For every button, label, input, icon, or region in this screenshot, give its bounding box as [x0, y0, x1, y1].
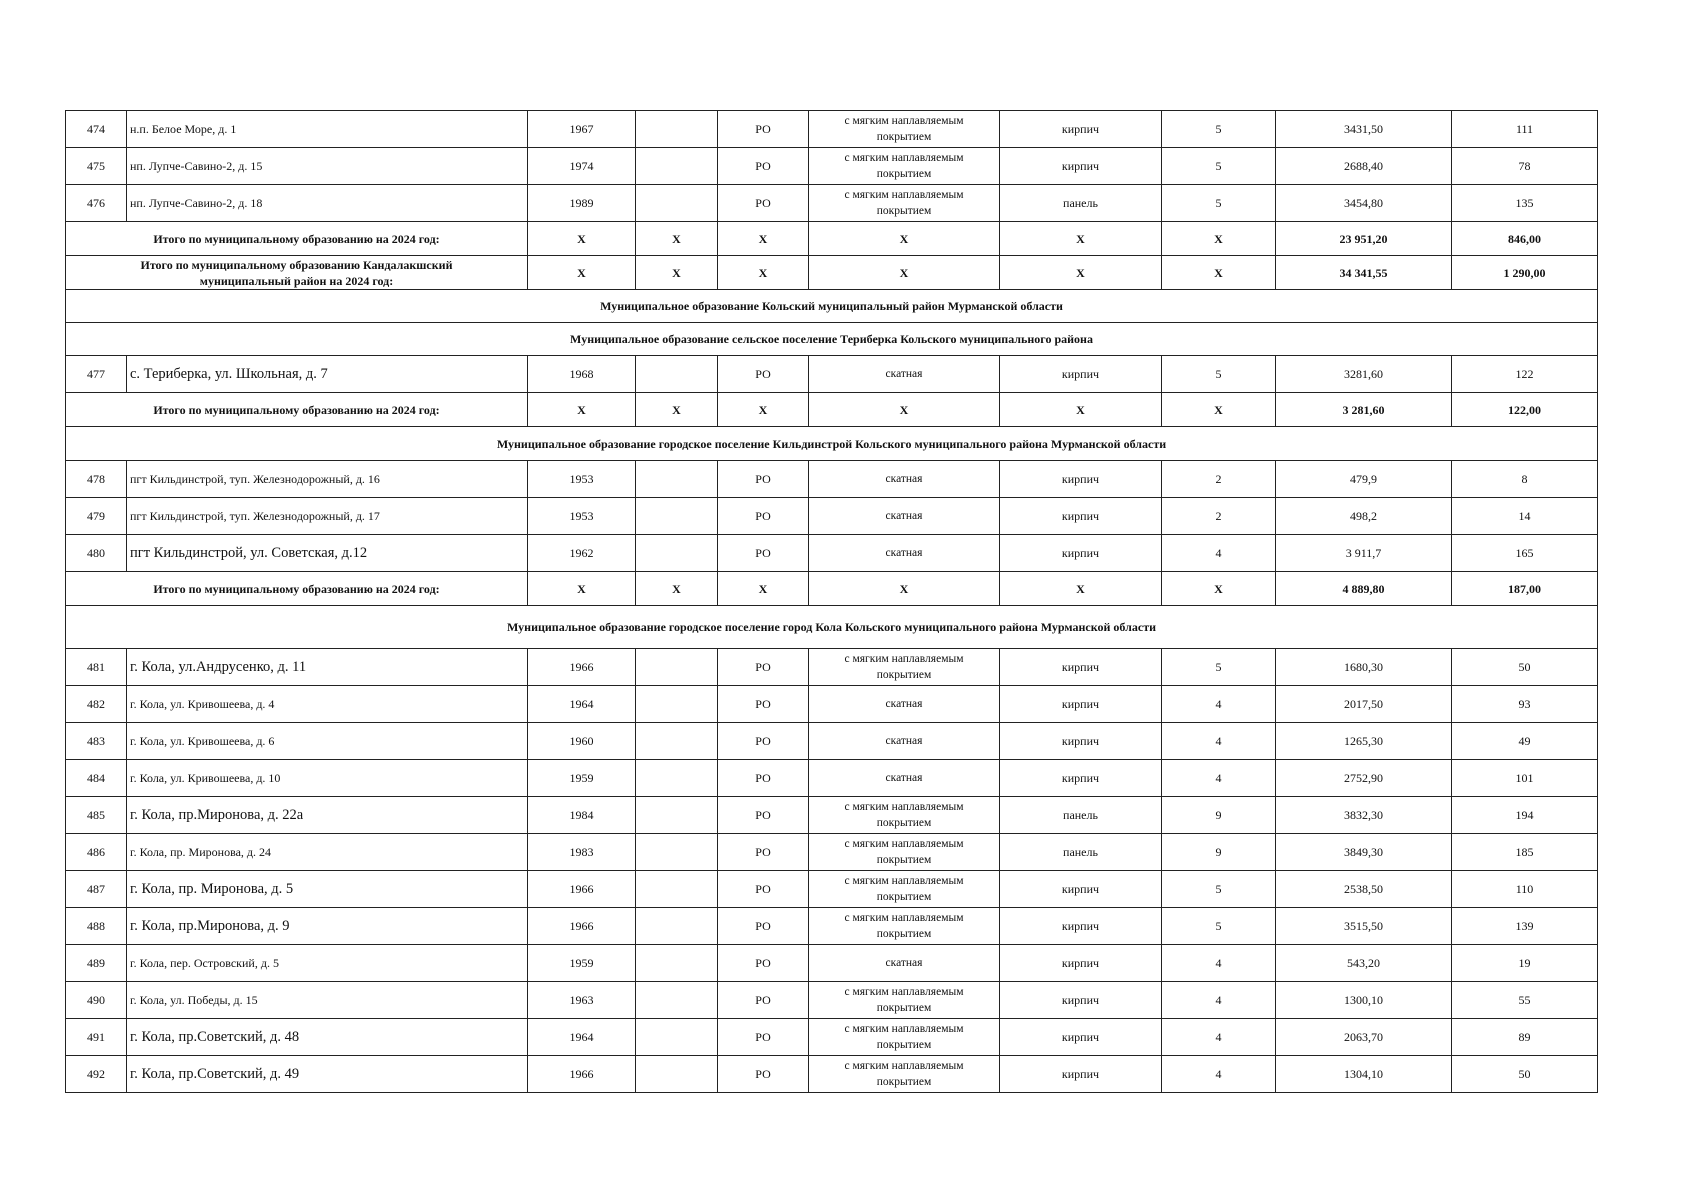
x-mark: X — [636, 222, 718, 256]
address-cell: г. Кола, пр.Миронова, д. 22а — [127, 797, 528, 834]
address-cell: н.п. Белое Море, д. 1 — [127, 111, 528, 148]
build-year-cell: 1966 — [528, 871, 636, 908]
area-cell: 543,20 — [1276, 945, 1452, 982]
subtotal-label — [66, 572, 528, 606]
floors-cell: 9 — [1162, 797, 1276, 834]
floors-cell: 4 — [1162, 723, 1276, 760]
row-number: 491 — [66, 1019, 127, 1056]
fund-form-cell: РО — [718, 945, 809, 982]
address-cell: нп. Лупче-Савино-2, д. 15 — [127, 148, 528, 185]
table-row — [66, 871, 1598, 908]
x-mark: X — [718, 222, 809, 256]
area-cell: 2017,50 — [1276, 686, 1452, 723]
subtotal-label-line: Итого по муниципальному образованию Кандалакшский — [140, 257, 453, 272]
residents-cell: 194 — [1452, 797, 1598, 834]
row-number: 484 — [66, 760, 127, 797]
x-mark: X — [809, 572, 1000, 606]
repair-year-cell — [636, 686, 718, 723]
repair-year-cell — [636, 760, 718, 797]
roof-type-line: скатная — [885, 735, 923, 747]
roof-type-line: скатная — [885, 510, 923, 522]
floors-cell: 5 — [1162, 356, 1276, 393]
table-row — [66, 834, 1598, 871]
x-mark: X — [528, 222, 636, 256]
fund-form-cell: РО — [718, 871, 809, 908]
table-row — [66, 185, 1598, 222]
area-cell: 3515,50 — [1276, 908, 1452, 945]
subtotal-label — [66, 222, 528, 256]
residents-cell: 50 — [1452, 649, 1598, 686]
floors-cell: 4 — [1162, 1019, 1276, 1056]
repair-year-cell — [636, 111, 718, 148]
x-mark: X — [1162, 256, 1276, 290]
subtotal-label-line: Итого по муниципальному образованию на 2024 год: — [153, 402, 440, 417]
roof-type-line: покрытием — [876, 1076, 932, 1088]
row-number: 481 — [66, 649, 127, 686]
fund-form-cell: РО — [718, 1056, 809, 1093]
roof-type-line: скатная — [885, 698, 923, 710]
roof-type-line: с мягким наплавляемым — [844, 801, 964, 813]
build-year-cell: 1959 — [528, 760, 636, 797]
address-cell: пгт Кильдинстрой, туп. Железнодорожный, д. 16 — [127, 461, 528, 498]
wall-material-cell: кирпич — [1000, 1019, 1162, 1056]
area-cell: 1265,30 — [1276, 723, 1452, 760]
x-mark: X — [636, 572, 718, 606]
build-year-cell: 1964 — [528, 686, 636, 723]
fund-form-cell: РО — [718, 535, 809, 572]
subtotal-area: 4 889,80 — [1276, 572, 1452, 606]
residents-cell: 19 — [1452, 945, 1598, 982]
table-row — [66, 148, 1598, 185]
subtotal-row — [66, 572, 1598, 606]
x-mark: X — [718, 572, 809, 606]
residents-cell: 165 — [1452, 535, 1598, 572]
address-cell: г. Кола, ул. Победы, д. 15 — [127, 982, 528, 1019]
address-cell: г. Кола, пр. Миронова, д. 5 — [127, 871, 528, 908]
address-cell: пгт Кильдинстрой, туп. Железнодорожный, д. 17 — [127, 498, 528, 535]
subtotal-area: 3 281,60 — [1276, 393, 1452, 427]
repair-year-cell — [636, 498, 718, 535]
roof-type-cell — [809, 945, 1000, 982]
roof-type-line: покрытием — [876, 928, 932, 940]
area-cell: 3454,80 — [1276, 185, 1452, 222]
roof-type-line: с мягким наплавляемым — [844, 912, 964, 924]
table-row — [66, 908, 1598, 945]
fund-form-cell: РО — [718, 356, 809, 393]
build-year-cell: 1963 — [528, 982, 636, 1019]
wall-material-cell: кирпич — [1000, 1056, 1162, 1093]
table-row — [66, 461, 1598, 498]
repair-year-cell — [636, 1019, 718, 1056]
build-year-cell: 1968 — [528, 356, 636, 393]
repair-year-cell — [636, 148, 718, 185]
area-cell: 2538,50 — [1276, 871, 1452, 908]
table-row — [66, 111, 1598, 148]
area-cell: 1680,30 — [1276, 649, 1452, 686]
residents-cell: 101 — [1452, 760, 1598, 797]
floors-cell: 4 — [1162, 760, 1276, 797]
roof-type-cell — [809, 686, 1000, 723]
x-mark: X — [528, 256, 636, 290]
housing-register-table — [65, 110, 1598, 1093]
section-title: Муниципальное образование сельское поселение Териберка Кольского муниципального района — [66, 323, 1598, 356]
x-mark: X — [809, 393, 1000, 427]
roof-type-line: с мягким наплавляемым — [844, 1023, 964, 1035]
address-cell: г. Кола, ул. Кривошеева, д. 10 — [127, 760, 528, 797]
area-cell: 2688,40 — [1276, 148, 1452, 185]
roof-type-line: покрытием — [876, 205, 932, 217]
section-header-row — [66, 427, 1598, 461]
build-year-cell: 1966 — [528, 649, 636, 686]
roof-type-cell — [809, 834, 1000, 871]
subtotal-row — [66, 256, 1598, 290]
subtotal-label — [66, 393, 528, 427]
address-cell: г. Кола, пер. Островский, д. 5 — [127, 945, 528, 982]
floors-cell: 4 — [1162, 1056, 1276, 1093]
build-year-cell: 1953 — [528, 498, 636, 535]
roof-type-cell — [809, 185, 1000, 222]
area-cell: 2752,90 — [1276, 760, 1452, 797]
build-year-cell: 1989 — [528, 185, 636, 222]
address-cell: г. Кола, пр.Советский, д. 49 — [127, 1056, 528, 1093]
wall-material-cell: кирпич — [1000, 982, 1162, 1019]
row-number: 475 — [66, 148, 127, 185]
subtotal-area: 34 341,55 — [1276, 256, 1452, 290]
subtotal-residents: 1 290,00 — [1452, 256, 1598, 290]
x-mark: X — [809, 222, 1000, 256]
x-mark: X — [1000, 572, 1162, 606]
floors-cell: 4 — [1162, 535, 1276, 572]
roof-type-line: скатная — [885, 473, 923, 485]
area-cell: 2063,70 — [1276, 1019, 1452, 1056]
roof-type-cell — [809, 982, 1000, 1019]
row-number: 478 — [66, 461, 127, 498]
table-row — [66, 723, 1598, 760]
residents-cell: 14 — [1452, 498, 1598, 535]
roof-type-line: скатная — [885, 772, 923, 784]
wall-material-cell: кирпич — [1000, 871, 1162, 908]
address-cell: пгт Кильдинстрой, ул. Советская, д.12 — [127, 535, 528, 572]
address-cell: г. Кола, ул.Андрусенко, д. 11 — [127, 649, 528, 686]
roof-type-line: с мягким наплавляемым — [844, 189, 964, 201]
address-cell: нп. Лупче-Савино-2, д. 18 — [127, 185, 528, 222]
table-row — [66, 1019, 1598, 1056]
build-year-cell: 1962 — [528, 535, 636, 572]
floors-cell: 4 — [1162, 686, 1276, 723]
repair-year-cell — [636, 723, 718, 760]
table-row — [66, 797, 1598, 834]
residents-cell: 110 — [1452, 871, 1598, 908]
fund-form-cell: РО — [718, 649, 809, 686]
roof-type-line: покрытием — [876, 168, 932, 180]
floors-cell: 4 — [1162, 945, 1276, 982]
row-number: 490 — [66, 982, 127, 1019]
repair-year-cell — [636, 908, 718, 945]
row-number: 486 — [66, 834, 127, 871]
row-number: 485 — [66, 797, 127, 834]
residents-cell: 139 — [1452, 908, 1598, 945]
floors-cell: 5 — [1162, 111, 1276, 148]
fund-form-cell: РО — [718, 111, 809, 148]
residents-cell: 50 — [1452, 1056, 1598, 1093]
section-header-row — [66, 323, 1598, 356]
row-number: 477 — [66, 356, 127, 393]
build-year-cell: 1984 — [528, 797, 636, 834]
section-header-row — [66, 606, 1598, 649]
roof-type-line: покрытием — [876, 131, 932, 143]
repair-year-cell — [636, 356, 718, 393]
x-mark: X — [528, 572, 636, 606]
residents-cell: 122 — [1452, 356, 1598, 393]
roof-type-line: скатная — [885, 368, 923, 380]
floors-cell: 2 — [1162, 461, 1276, 498]
fund-form-cell: РО — [718, 723, 809, 760]
section-title: Муниципальное образование городское поселение Кильдинстрой Кольского муниципального района Мурманской области — [66, 427, 1598, 461]
section-title: Муниципальное образование городское поселение город Кола Кольского муниципального района Мурманской области — [66, 606, 1598, 649]
roof-type-line: с мягким наплавляемым — [844, 152, 964, 164]
floors-cell: 9 — [1162, 834, 1276, 871]
roof-type-cell — [809, 760, 1000, 797]
residents-cell: 49 — [1452, 723, 1598, 760]
subtotal-residents: 846,00 — [1452, 222, 1598, 256]
roof-type-cell — [809, 649, 1000, 686]
address-cell: г. Кола, ул. Кривошеева, д. 6 — [127, 723, 528, 760]
roof-type-cell — [809, 723, 1000, 760]
fund-form-cell: РО — [718, 982, 809, 1019]
roof-type-cell — [809, 871, 1000, 908]
residents-cell: 78 — [1452, 148, 1598, 185]
roof-type-line: покрытием — [876, 817, 932, 829]
residents-cell: 135 — [1452, 185, 1598, 222]
address-cell: г. Кола, пр.Миронова, д. 9 — [127, 908, 528, 945]
roof-type-line: покрытием — [876, 1002, 932, 1014]
floors-cell: 2 — [1162, 498, 1276, 535]
table-row — [66, 498, 1598, 535]
repair-year-cell — [636, 871, 718, 908]
roof-type-cell — [809, 111, 1000, 148]
fund-form-cell: РО — [718, 1019, 809, 1056]
wall-material-cell: кирпич — [1000, 498, 1162, 535]
row-number: 489 — [66, 945, 127, 982]
repair-year-cell — [636, 797, 718, 834]
residents-cell: 89 — [1452, 1019, 1598, 1056]
build-year-cell: 1967 — [528, 111, 636, 148]
table-row — [66, 356, 1598, 393]
table-row — [66, 760, 1598, 797]
area-cell: 479,9 — [1276, 461, 1452, 498]
roof-type-line: с мягким наплавляемым — [844, 875, 964, 887]
area-cell: 1300,10 — [1276, 982, 1452, 1019]
address-cell: г. Кола, ул. Кривошеева, д. 4 — [127, 686, 528, 723]
repair-year-cell — [636, 535, 718, 572]
table-row — [66, 535, 1598, 572]
roof-type-cell — [809, 356, 1000, 393]
floors-cell: 5 — [1162, 649, 1276, 686]
wall-material-cell: кирпич — [1000, 148, 1162, 185]
x-mark: X — [1000, 222, 1162, 256]
row-number: 492 — [66, 1056, 127, 1093]
area-cell: 3431,50 — [1276, 111, 1452, 148]
x-mark: X — [1000, 393, 1162, 427]
repair-year-cell — [636, 461, 718, 498]
wall-material-cell: кирпич — [1000, 356, 1162, 393]
floors-cell: 4 — [1162, 982, 1276, 1019]
build-year-cell: 1960 — [528, 723, 636, 760]
row-number: 483 — [66, 723, 127, 760]
wall-material-cell: кирпич — [1000, 649, 1162, 686]
wall-material-cell: кирпич — [1000, 723, 1162, 760]
table-row — [66, 945, 1598, 982]
build-year-cell: 1966 — [528, 1056, 636, 1093]
subtotal-area: 23 951,20 — [1276, 222, 1452, 256]
table-row — [66, 649, 1598, 686]
roof-type-line: с мягким наплавляемым — [844, 1060, 964, 1072]
floors-cell: 5 — [1162, 148, 1276, 185]
roof-type-cell — [809, 148, 1000, 185]
fund-form-cell: РО — [718, 185, 809, 222]
row-number: 487 — [66, 871, 127, 908]
x-mark: X — [528, 393, 636, 427]
section-title: Муниципальное образование Кольский муниципальный район Мурманской области — [66, 290, 1598, 323]
roof-type-cell — [809, 1056, 1000, 1093]
repair-year-cell — [636, 945, 718, 982]
subtotal-label-line: Итого по муниципальному образованию на 2024 год: — [153, 231, 440, 246]
roof-type-line: скатная — [885, 547, 923, 559]
wall-material-cell: кирпич — [1000, 535, 1162, 572]
wall-material-cell: кирпич — [1000, 945, 1162, 982]
roof-type-line: с мягким наплавляемым — [844, 115, 964, 127]
x-mark: X — [718, 393, 809, 427]
x-mark: X — [718, 256, 809, 290]
build-year-cell: 1953 — [528, 461, 636, 498]
residents-cell: 93 — [1452, 686, 1598, 723]
fund-form-cell: РО — [718, 797, 809, 834]
roof-type-cell — [809, 797, 1000, 834]
table-row — [66, 686, 1598, 723]
build-year-cell: 1959 — [528, 945, 636, 982]
x-mark: X — [809, 256, 1000, 290]
subtotal-row — [66, 222, 1598, 256]
row-number: 474 — [66, 111, 127, 148]
residents-cell: 55 — [1452, 982, 1598, 1019]
roof-type-cell — [809, 461, 1000, 498]
area-cell: 498,2 — [1276, 498, 1452, 535]
roof-type-cell — [809, 535, 1000, 572]
repair-year-cell — [636, 1056, 718, 1093]
repair-year-cell — [636, 185, 718, 222]
fund-form-cell: РО — [718, 461, 809, 498]
x-mark: X — [1162, 393, 1276, 427]
roof-type-line: покрытием — [876, 669, 932, 681]
fund-form-cell: РО — [718, 908, 809, 945]
area-cell: 3832,30 — [1276, 797, 1452, 834]
roof-type-line: с мягким наплавляемым — [844, 986, 964, 998]
fund-form-cell: РО — [718, 686, 809, 723]
wall-material-cell: панель — [1000, 834, 1162, 871]
wall-material-cell: кирпич — [1000, 111, 1162, 148]
table-row — [66, 1056, 1598, 1093]
row-number: 479 — [66, 498, 127, 535]
fund-form-cell: РО — [718, 498, 809, 535]
roof-type-line: с мягким наплавляемым — [844, 838, 964, 850]
x-mark: X — [1000, 256, 1162, 290]
residents-cell: 185 — [1452, 834, 1598, 871]
subtotal-label — [66, 256, 528, 290]
repair-year-cell — [636, 834, 718, 871]
floors-cell: 5 — [1162, 185, 1276, 222]
residents-cell: 8 — [1452, 461, 1598, 498]
wall-material-cell: панель — [1000, 185, 1162, 222]
area-cell: 3849,30 — [1276, 834, 1452, 871]
address-cell: г. Кола, пр. Миронова, д. 24 — [127, 834, 528, 871]
roof-type-cell — [809, 908, 1000, 945]
wall-material-cell: кирпич — [1000, 461, 1162, 498]
roof-type-line: покрытием — [876, 1039, 932, 1051]
build-year-cell: 1983 — [528, 834, 636, 871]
floors-cell: 5 — [1162, 908, 1276, 945]
fund-form-cell: РО — [718, 760, 809, 797]
area-cell: 3 911,7 — [1276, 535, 1452, 572]
row-number: 488 — [66, 908, 127, 945]
x-mark: X — [1162, 222, 1276, 256]
build-year-cell: 1974 — [528, 148, 636, 185]
wall-material-cell: кирпич — [1000, 686, 1162, 723]
subtotal-residents: 122,00 — [1452, 393, 1598, 427]
roof-type-cell — [809, 498, 1000, 535]
subtotal-row — [66, 393, 1598, 427]
subtotal-label-line: муниципальный район на 2024 год: — [199, 273, 394, 288]
section-header-row — [66, 290, 1598, 323]
subtotal-residents: 187,00 — [1452, 572, 1598, 606]
table-row — [66, 982, 1598, 1019]
x-mark: X — [636, 256, 718, 290]
repair-year-cell — [636, 649, 718, 686]
roof-type-line: покрытием — [876, 854, 932, 866]
x-mark: X — [636, 393, 718, 427]
x-mark: X — [1162, 572, 1276, 606]
fund-form-cell: РО — [718, 148, 809, 185]
roof-type-line: покрытием — [876, 891, 932, 903]
wall-material-cell: панель — [1000, 797, 1162, 834]
wall-material-cell: кирпич — [1000, 908, 1162, 945]
repair-year-cell — [636, 982, 718, 1019]
build-year-cell: 1964 — [528, 1019, 636, 1056]
row-number: 480 — [66, 535, 127, 572]
roof-type-line: с мягким наплавляемым — [844, 653, 964, 665]
residents-cell: 111 — [1452, 111, 1598, 148]
area-cell: 3281,60 — [1276, 356, 1452, 393]
build-year-cell: 1966 — [528, 908, 636, 945]
roof-type-cell — [809, 1019, 1000, 1056]
address-cell: г. Кола, пр.Советский, д. 48 — [127, 1019, 528, 1056]
roof-type-line: скатная — [885, 957, 923, 969]
floors-cell: 5 — [1162, 871, 1276, 908]
wall-material-cell: кирпич — [1000, 760, 1162, 797]
address-cell: с. Териберка, ул. Школьная, д. 7 — [127, 356, 528, 393]
row-number: 476 — [66, 185, 127, 222]
fund-form-cell: РО — [718, 834, 809, 871]
area-cell: 1304,10 — [1276, 1056, 1452, 1093]
row-number: 482 — [66, 686, 127, 723]
subtotal-label-line: Итого по муниципальному образованию на 2024 год: — [153, 581, 440, 596]
table-body — [66, 111, 1598, 1093]
